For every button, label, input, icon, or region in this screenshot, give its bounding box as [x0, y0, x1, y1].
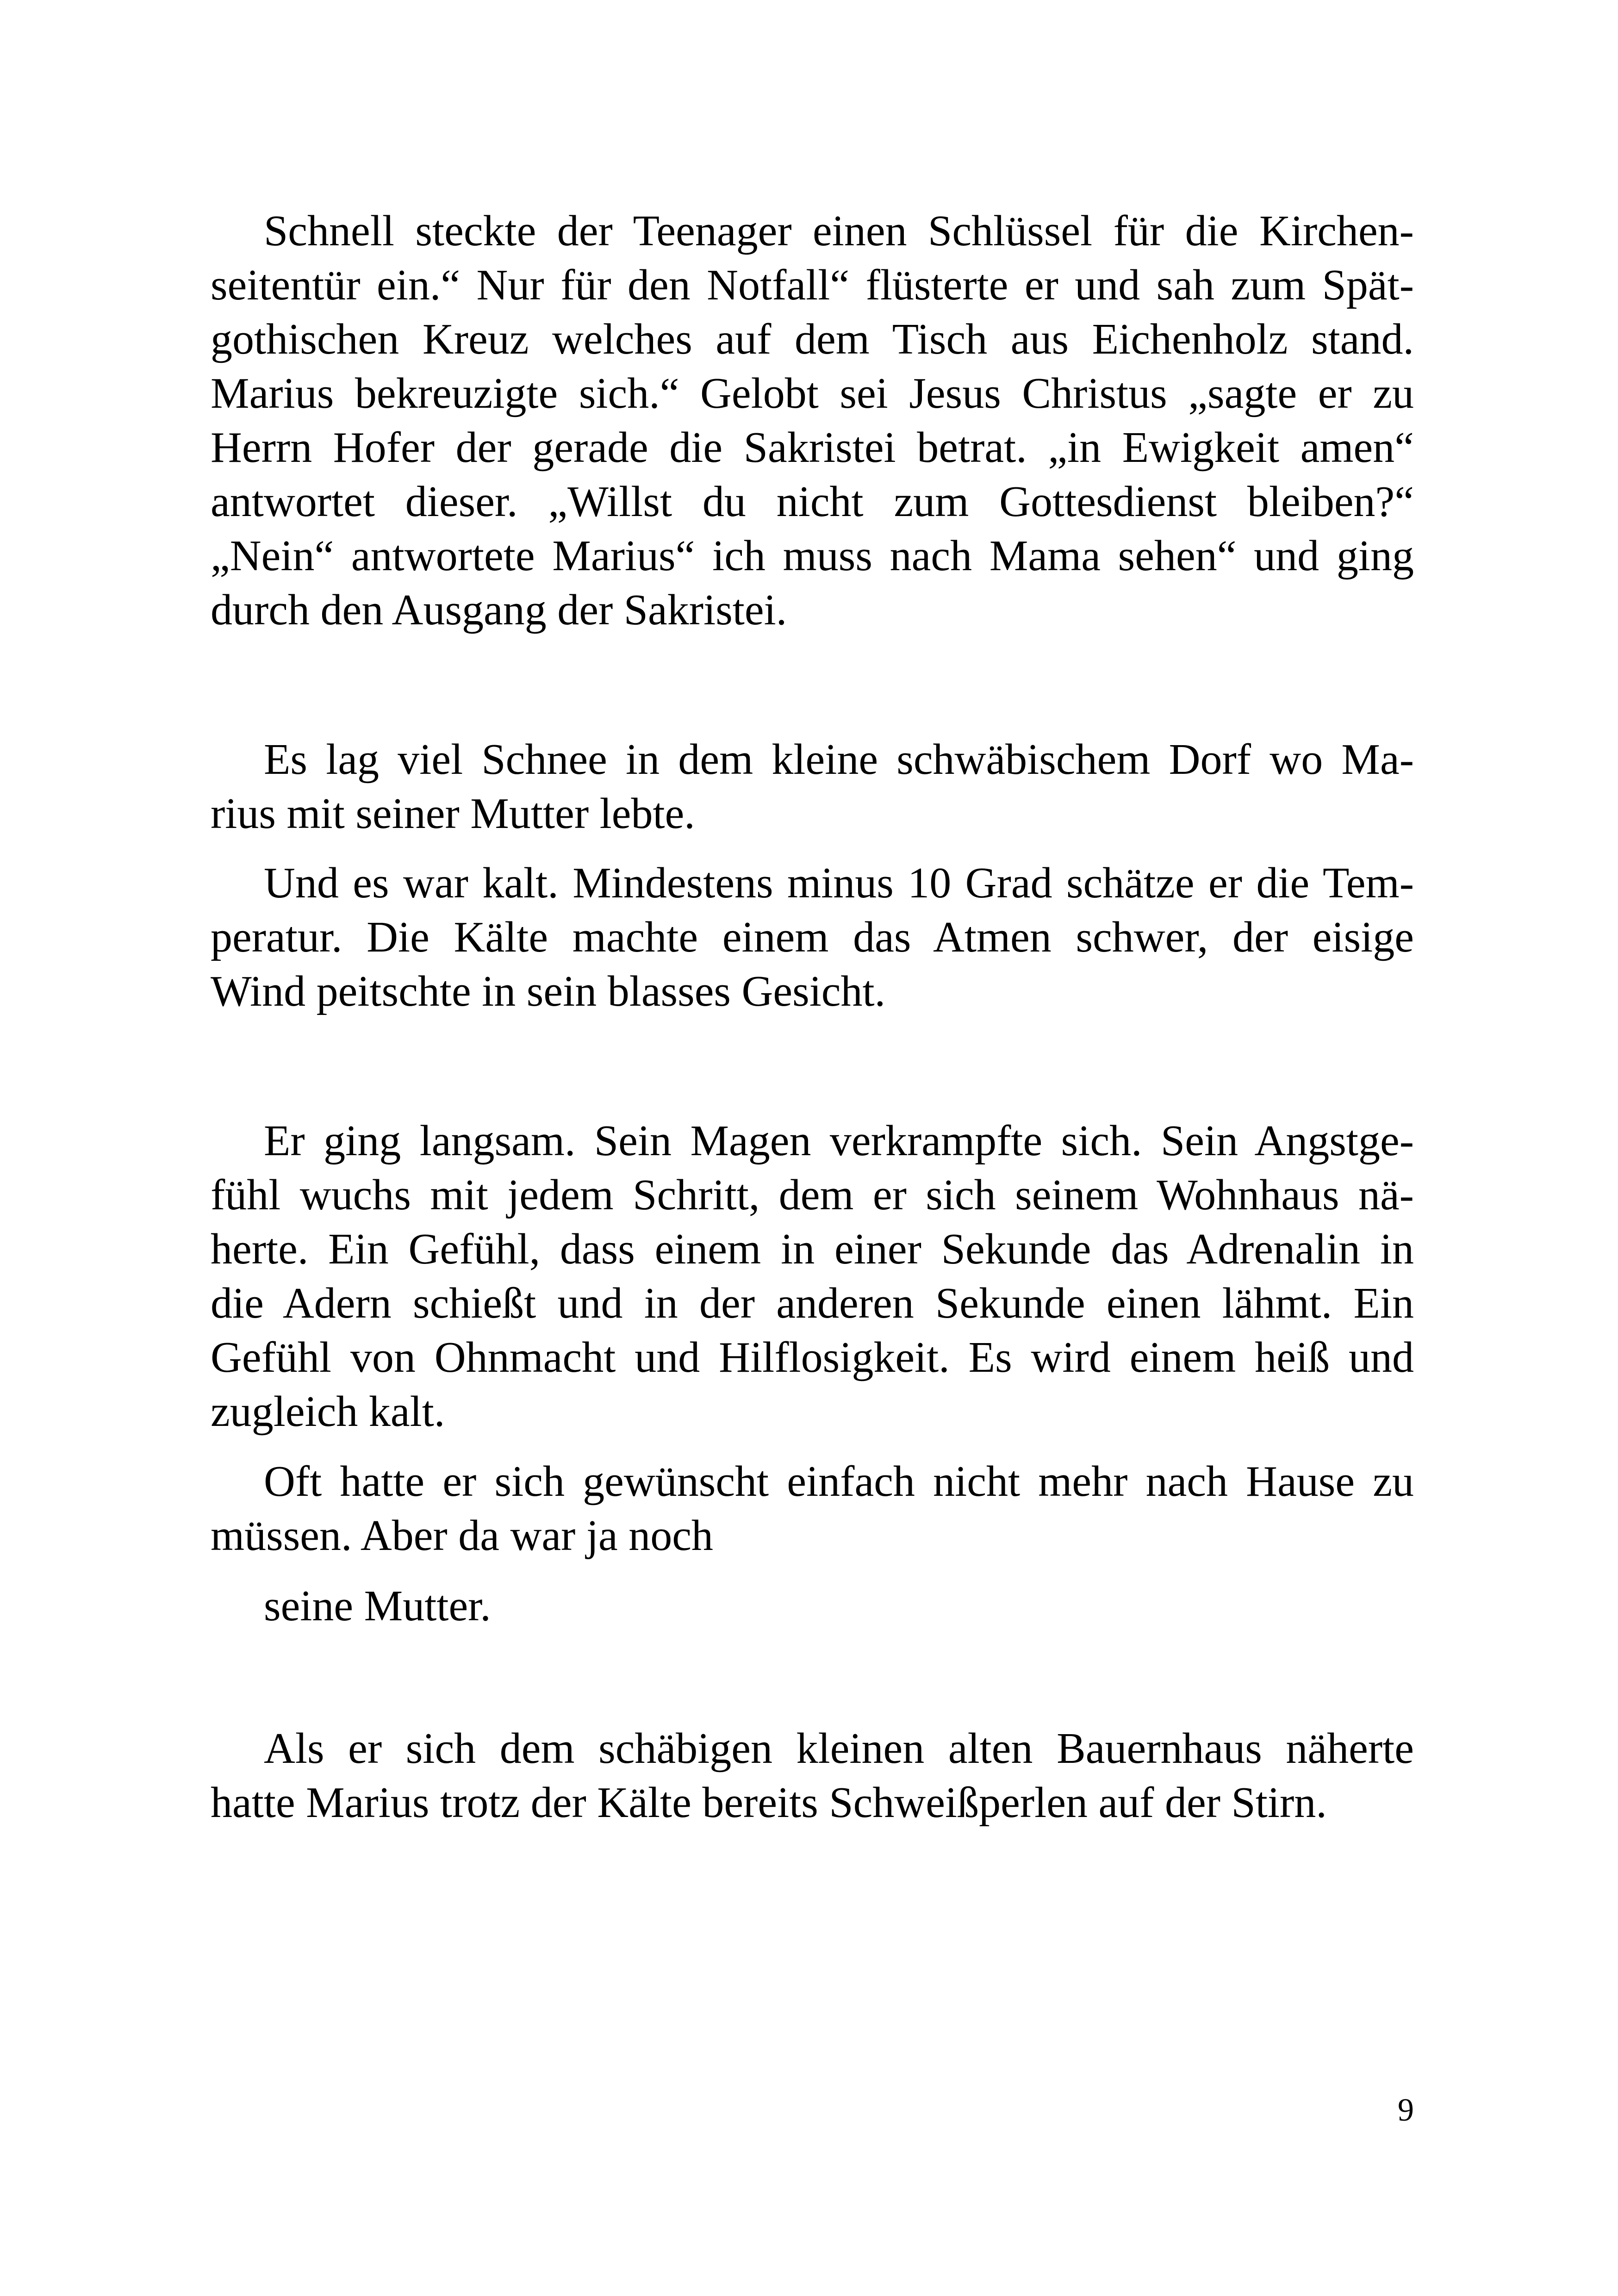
text-line: seine Mutter. [264, 1582, 491, 1630]
paragraph-5 [211, 1455, 1414, 1563]
paragraph-1 [211, 204, 1414, 637]
text-line: Schnell steckte der Teenager einen Schlüssel für die Kirchen- [264, 207, 1414, 255]
text-line: Oft hatte er sich gewünscht einfach nicht mehr nach Hause zu [264, 1457, 1414, 1506]
text-line: durch den Ausgang der Sakristei. [211, 586, 787, 634]
text-line: zugleich kalt. [211, 1388, 445, 1436]
text-line: Es lag viel Schnee in dem kleine schwäbischem Dorf wo Ma- [264, 735, 1414, 784]
page-number: 9 [1398, 2092, 1414, 2128]
text-line: Marius bekreuzigte sich.“ Gelobt sei Jesus Christus „sagte er zu [211, 369, 1414, 417]
text-line: rius mit seiner Mutter lebte. [211, 790, 695, 838]
text-line: „Nein“ antwortete Marius“ ich muss nach Mama sehen“ und ging [211, 532, 1414, 580]
text-line: die Adern schießt und in der anderen Sekunde einen lähmt. Ein [211, 1279, 1414, 1327]
text-line: fühl wuchs mit jedem Schritt, dem er sich seinem Wohnhaus nä- [211, 1171, 1414, 1219]
paragraph-3 [211, 856, 1414, 1019]
text-line: Gefühl von Ohnmacht und Hilflosigkeit. Es wird einem heiß und [211, 1333, 1414, 1381]
text-line: Wind peitschte in sein blasses Gesicht. [211, 967, 886, 1015]
text-line: gothischen Kreuz welches auf dem Tisch aus Eichenholz stand. [211, 315, 1414, 363]
text-line: Er ging langsam. Sein Magen verkrampfte sich. Sein Angstge- [264, 1117, 1414, 1165]
paragraph-2 [211, 733, 1414, 841]
text-line: antwortet dieser. „Willst du nicht zum Gottesdienst bleiben?“ [211, 478, 1414, 526]
text-line: hatte Marius trotz der Kälte bereits Schweißperlen auf der Stirn. [211, 1779, 1327, 1827]
text-line: Herrn Hofer der gerade die Sakristei betrat. „in Ewigkeit amen“ [211, 423, 1414, 472]
text-line: Und es war kalt. Mindestens minus 10 Grad schätze er die Tem- [264, 859, 1414, 907]
paragraph-6 [211, 1579, 1414, 1633]
paragraph-4 [211, 1114, 1414, 1439]
paragraph-7 [211, 1722, 1414, 1830]
text-line: Als er sich dem schäbigen kleinen alten Bauernhaus näherte [264, 1724, 1414, 1773]
text-line: peratur. Die Kälte machte einem das Atmen schwer, der eisige [211, 913, 1414, 961]
text-line: seitentür ein.“ Nur für den Notfall“ flüsterte er und sah zum Spät- [211, 261, 1414, 309]
text-line: müssen. Aber da war ja noch [211, 1512, 713, 1560]
text-line: herte. Ein Gefühl, dass einem in einer Sekunde das Adrenalin in [211, 1225, 1414, 1273]
